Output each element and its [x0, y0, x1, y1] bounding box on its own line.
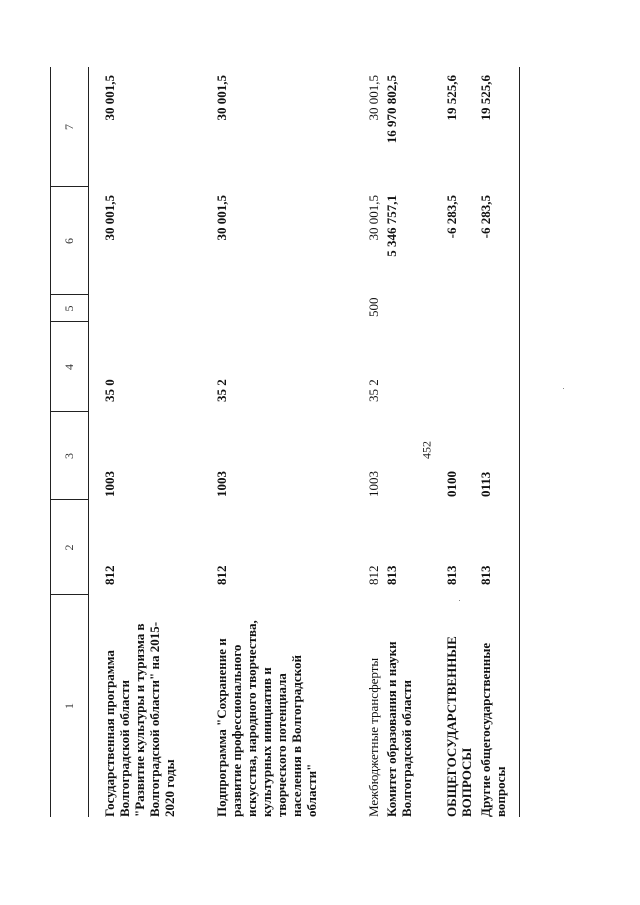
- scan-speck: [459, 600, 460, 601]
- row-amount-col6: 5 346 757,1: [384, 195, 399, 257]
- row-amount-col6: -6 283,5: [478, 195, 493, 239]
- row-code-col2: 812: [366, 565, 381, 585]
- header-col-1: 1: [61, 703, 76, 709]
- row-name: Межбюджетные трансферты: [366, 657, 381, 817]
- row-name: Другие общегосударственные вопросы: [478, 642, 508, 817]
- header-col-3: 3: [61, 453, 76, 459]
- row-code-col2: 812: [214, 565, 229, 585]
- table-header: [50, 67, 90, 817]
- row-code-col2: 812: [102, 565, 117, 585]
- row-name: Подпрограмма "Сохранение и развитие профессионального искусства, народного творчества, культурных инициатив и творческого потенциала населения в Волгоградской области": [214, 620, 319, 817]
- row-code-col4: 35 0: [102, 379, 117, 402]
- budget-table: [50, 67, 520, 817]
- row-amount-col6: 30 001,5: [366, 195, 381, 241]
- row-amount-col7: 19 525,6: [478, 75, 493, 121]
- row-code-col5: 500: [366, 297, 381, 317]
- scan-speck: [563, 388, 564, 389]
- row-amount-col6: 30 001,5: [214, 195, 229, 241]
- row-amount-col6: 30 001,5: [102, 195, 117, 241]
- header-bottom-rule: [88, 67, 89, 817]
- row-code-col3: 0100: [444, 471, 459, 497]
- row-code-col2: 813: [384, 565, 399, 585]
- row-code-col3: 1003: [214, 471, 229, 497]
- row-code-col4: 35 2: [366, 379, 381, 402]
- page-number: 452: [419, 441, 434, 459]
- row-code-col3: 0113: [478, 471, 493, 497]
- row-amount-col7: 30 001,5: [214, 75, 229, 121]
- row-code-col3: 1003: [102, 471, 117, 497]
- row-code-col2: 813: [444, 565, 459, 585]
- header-col-6: 6: [61, 238, 76, 244]
- header-col-2: 2: [61, 544, 76, 551]
- row-code-col4: 35 2: [214, 379, 229, 402]
- header-col-4: 4: [61, 364, 76, 370]
- table-bottom-rule: [519, 67, 520, 817]
- header-col-5: 5: [61, 305, 76, 312]
- row-amount-col7: 30 001,5: [102, 75, 117, 121]
- row-amount-col7: 16 970 802,5: [384, 75, 399, 144]
- row-amount-col7: 30 001,5: [366, 75, 381, 121]
- row-amount-col6: -6 283,5: [444, 195, 459, 239]
- row-name: Комитет образования и науки Волгоградской области: [384, 641, 414, 817]
- row-name: ОБЩЕГОСУДАРСТВЕННЫЕ ВОПРОСЫ: [444, 636, 474, 817]
- header-col-7: 7: [61, 124, 76, 130]
- row-code-col2: 813: [478, 565, 493, 585]
- row-name: Государственная программа Волгоградской области "Развитие культуры и туризма в Волгоградской области" на 2015-2020 годы: [102, 621, 177, 817]
- row-amount-col7: 19 525,6: [444, 75, 459, 121]
- row-code-col3: 1003: [366, 471, 381, 497]
